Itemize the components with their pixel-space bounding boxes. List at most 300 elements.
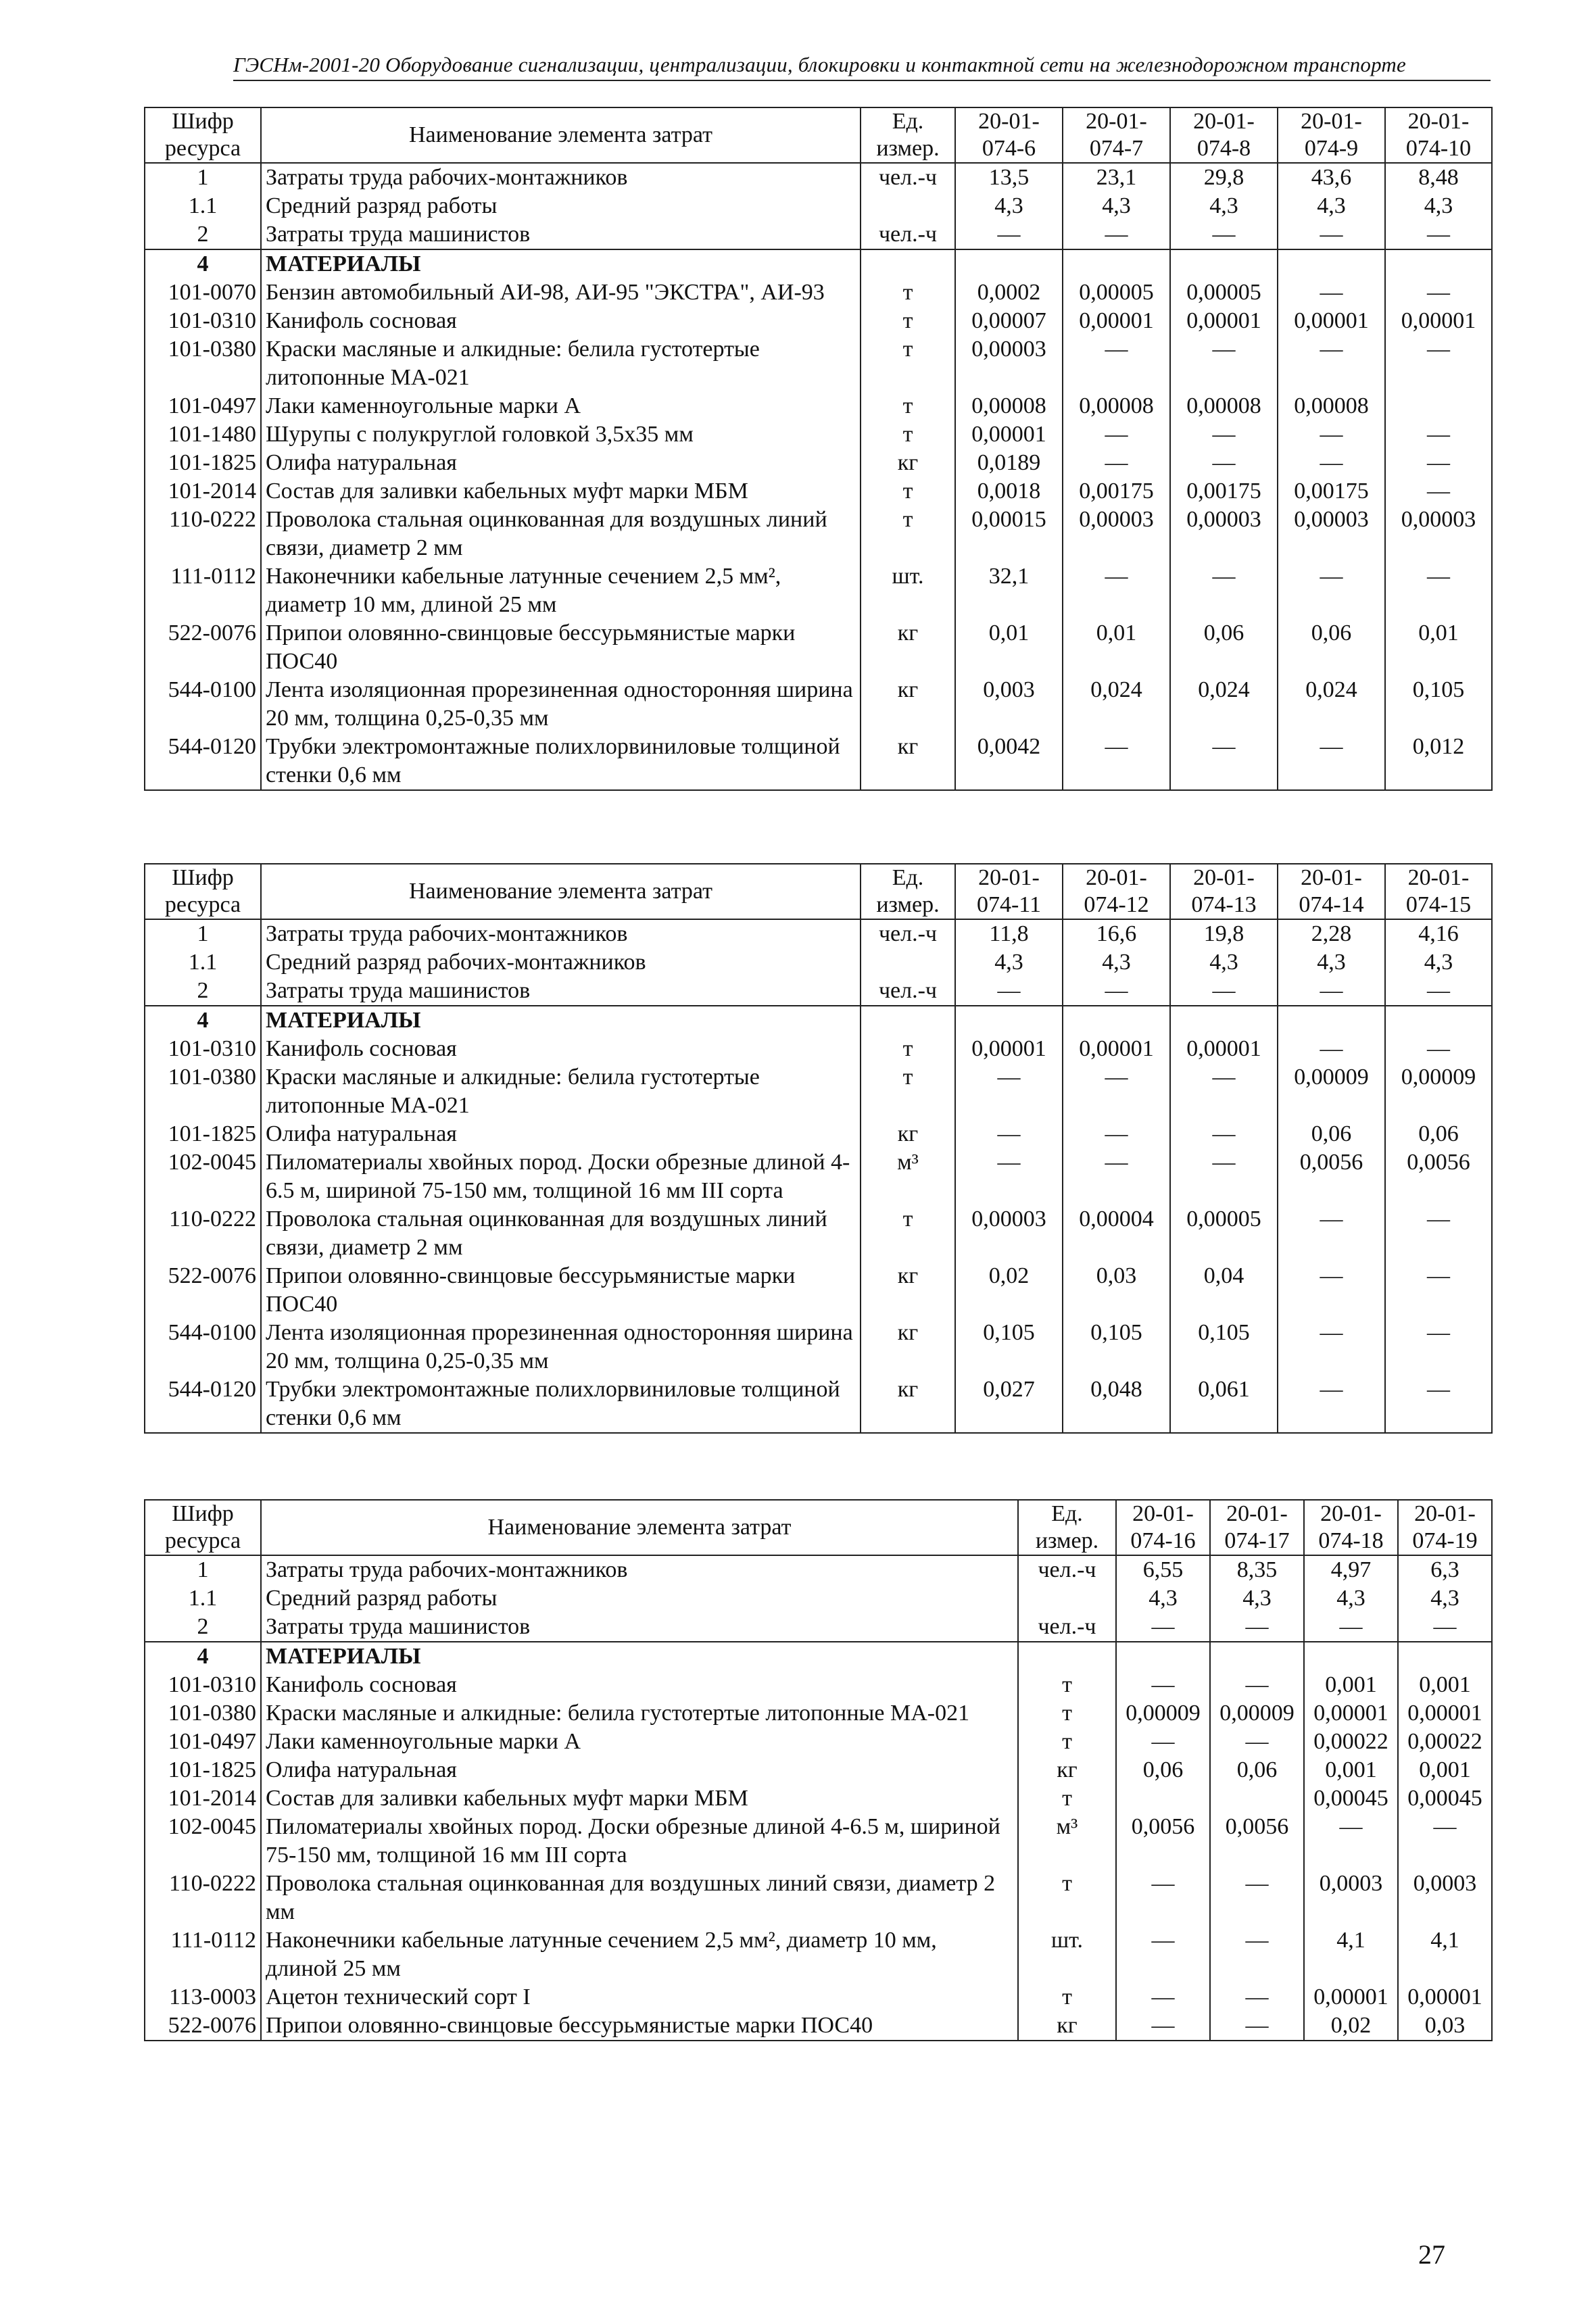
resource-name: Краски масляные и алкидные: белила густотертые литопонные МА-021 bbox=[261, 1063, 861, 1120]
resource-code: 4 bbox=[145, 249, 261, 278]
norm-value: — bbox=[1278, 220, 1385, 249]
norm-value: — bbox=[1210, 1728, 1304, 1756]
unit-of-measure: м³ bbox=[1018, 1813, 1116, 1870]
resource-code: 522-0076 bbox=[145, 1262, 261, 1319]
norm-value: 4,97 bbox=[1304, 1555, 1398, 1584]
resource-name: Проволока стальная оцинкованная для воздушных линий связи, диаметр 2 мм bbox=[261, 506, 861, 562]
norm-value: 0,06 bbox=[1210, 1756, 1304, 1784]
unit-of-measure: т bbox=[861, 307, 955, 335]
unit-of-measure: т bbox=[861, 420, 955, 449]
norm-value: — bbox=[1063, 1148, 1170, 1205]
resource-code: 101-0380 bbox=[145, 335, 261, 392]
resource-code: 101-1480 bbox=[145, 420, 261, 449]
unit-of-measure: кг bbox=[861, 449, 955, 477]
norm-value: 0,00001 bbox=[1063, 1035, 1170, 1063]
norm-value: 0,00008 bbox=[1170, 392, 1278, 420]
norm-value: 0,001 bbox=[1304, 1671, 1398, 1699]
resource-name: Проволока стальная оцинкованная для воздушных линий связи, диаметр 2 мм bbox=[261, 1205, 861, 1262]
resource-code: 101-1825 bbox=[145, 1756, 261, 1784]
norm-value: 0,027 bbox=[955, 1375, 1063, 1433]
unit-of-measure: кг bbox=[1018, 1756, 1116, 1784]
table-row bbox=[145, 392, 1492, 420]
norm-table-074-11-15 bbox=[144, 863, 1493, 1434]
unit-of-measure: кг bbox=[861, 676, 955, 733]
norm-value: — bbox=[1385, 1319, 1492, 1375]
resource-code: 1.1 bbox=[145, 948, 261, 977]
unit-of-measure: шт. bbox=[861, 562, 955, 619]
table-row bbox=[145, 249, 1492, 278]
resource-name: Проволока стальная оцинкованная для воздушных линий связи, диаметр 2 мм bbox=[261, 1870, 1018, 1926]
unit-of-measure: кг bbox=[861, 619, 955, 676]
norm-value: — bbox=[1385, 335, 1492, 392]
norm-value: 0,00001 bbox=[1170, 307, 1278, 335]
norm-value: — bbox=[1385, 420, 1492, 449]
resource-code: 110-0222 bbox=[145, 1870, 261, 1926]
norm-value: — bbox=[1278, 335, 1385, 392]
table-body bbox=[145, 163, 1492, 790]
resource-code: 101-0310 bbox=[145, 1671, 261, 1699]
resource-code: 4 bbox=[145, 1642, 261, 1671]
resource-name: Канифоль сосновая bbox=[261, 1035, 861, 1063]
norm-value: — bbox=[1063, 1063, 1170, 1120]
norm-value: 0,03 bbox=[1063, 1262, 1170, 1319]
col-header-norm: 20-01-074-19 bbox=[1398, 1500, 1492, 1555]
norm-value: 0,0056 bbox=[1116, 1813, 1210, 1870]
page-number: 27 bbox=[1418, 2239, 1445, 2270]
resource-name: Наконечники кабельные латунные сечением 2,5 мм², диаметр 10 мм, длиной 25 мм bbox=[261, 562, 861, 619]
resource-code: 111-0112 bbox=[145, 562, 261, 619]
table-row bbox=[145, 1205, 1492, 1262]
unit-of-measure: т bbox=[1018, 1671, 1116, 1699]
norm-value bbox=[1063, 1006, 1170, 1035]
resource-code: 544-0100 bbox=[145, 1319, 261, 1375]
table-row bbox=[145, 278, 1492, 307]
norm-table-074-16-19 bbox=[144, 1499, 1493, 2041]
norm-value: 0,00045 bbox=[1304, 1784, 1398, 1813]
table-row bbox=[145, 1063, 1492, 1120]
table-header-row bbox=[145, 1500, 1492, 1555]
norm-value: 0,00008 bbox=[1063, 392, 1170, 420]
unit-of-measure: т bbox=[861, 506, 955, 562]
norm-value: 0,01 bbox=[1063, 619, 1170, 676]
norm-value: 4,1 bbox=[1304, 1926, 1398, 1983]
resource-code: 101-0070 bbox=[145, 278, 261, 307]
norm-value: 0,003 bbox=[955, 676, 1063, 733]
resource-code: 2 bbox=[145, 977, 261, 1006]
norm-value: 0,0003 bbox=[1304, 1870, 1398, 1926]
norm-value: 0,03 bbox=[1398, 2012, 1492, 2041]
resource-code: 101-0497 bbox=[145, 392, 261, 420]
norm-value: 0,00009 bbox=[1116, 1699, 1210, 1728]
running-header: ГЭСНм-2001-20 Оборудование сигнализации, централизации, блокировки и контактной сети на железнодорожном транспорте bbox=[233, 53, 1491, 81]
norm-value: 0,0056 bbox=[1278, 1148, 1385, 1205]
norm-value: — bbox=[1278, 449, 1385, 477]
unit-of-measure: чел.-ч bbox=[861, 919, 955, 948]
norm-value: 4,3 bbox=[1304, 1584, 1398, 1613]
norm-value: — bbox=[1063, 1120, 1170, 1148]
norm-value: 4,3 bbox=[1210, 1584, 1304, 1613]
norm-value: 0,00003 bbox=[1278, 506, 1385, 562]
col-header-norm: 20-01-074-7 bbox=[1063, 107, 1170, 163]
unit-of-measure: кг bbox=[861, 1319, 955, 1375]
unit-of-measure: т bbox=[861, 1205, 955, 1262]
norm-value: 0,0003 bbox=[1398, 1870, 1492, 1926]
unit-of-measure: кг bbox=[861, 1120, 955, 1148]
norm-value: 0,00007 bbox=[955, 307, 1063, 335]
norm-table-074-6-10 bbox=[144, 107, 1493, 791]
table-row bbox=[145, 1375, 1492, 1433]
norm-value: — bbox=[1116, 2012, 1210, 2041]
norm-value: — bbox=[1385, 562, 1492, 619]
norm-value: — bbox=[1170, 733, 1278, 790]
norm-value: 0,04 bbox=[1170, 1262, 1278, 1319]
norm-value: 0,0042 bbox=[955, 733, 1063, 790]
norm-value: — bbox=[1210, 1613, 1304, 1642]
resource-name: Средний разряд рабочих-монтажников bbox=[261, 948, 861, 977]
norm-value: 0,00003 bbox=[1170, 506, 1278, 562]
unit-of-measure: т bbox=[861, 1063, 955, 1120]
norm-value: — bbox=[1063, 335, 1170, 392]
resource-name: Состав для заливки кабельных муфт марки МБМ bbox=[261, 477, 861, 506]
unit-of-measure: чел.-ч bbox=[861, 977, 955, 1006]
col-header-norm: 20-01-074-17 bbox=[1210, 1500, 1304, 1555]
norm-value: — bbox=[1385, 278, 1492, 307]
table-row bbox=[145, 1262, 1492, 1319]
norm-value: — bbox=[1385, 1205, 1492, 1262]
norm-value: 0,0056 bbox=[1385, 1148, 1492, 1205]
table-row bbox=[145, 1983, 1492, 2012]
norm-value: 2,28 bbox=[1278, 919, 1385, 948]
norm-value: — bbox=[955, 220, 1063, 249]
unit-of-measure: кг bbox=[861, 1375, 955, 1433]
norm-value: 0,00001 bbox=[1304, 1983, 1398, 2012]
norm-value: 0,0189 bbox=[955, 449, 1063, 477]
resource-name: Краски масляные и алкидные: белила густотертые литопонные МА-021 bbox=[261, 1699, 1018, 1728]
unit-of-measure: т bbox=[861, 392, 955, 420]
norm-value: 0,0018 bbox=[955, 477, 1063, 506]
col-header-norm: 20-01-074-10 bbox=[1385, 107, 1492, 163]
resource-name: Затраты труда рабочих-монтажников bbox=[261, 1555, 1018, 1584]
norm-value bbox=[1398, 1642, 1492, 1671]
norm-value bbox=[1385, 249, 1492, 278]
table-row bbox=[145, 977, 1492, 1006]
table-row bbox=[145, 335, 1492, 392]
resource-code: 101-0380 bbox=[145, 1699, 261, 1728]
norm-value: 0,00003 bbox=[955, 1205, 1063, 1262]
norm-value: — bbox=[1210, 1671, 1304, 1699]
col-header-norm: 20-01-074-18 bbox=[1304, 1500, 1398, 1555]
norm-value bbox=[1170, 249, 1278, 278]
norm-value: — bbox=[1385, 1035, 1492, 1063]
norm-value: — bbox=[955, 1148, 1063, 1205]
norm-value bbox=[1210, 1642, 1304, 1671]
norm-value: 0,024 bbox=[1063, 676, 1170, 733]
norm-value bbox=[1304, 1642, 1398, 1671]
table-row bbox=[145, 449, 1492, 477]
norm-value: 0,00008 bbox=[1278, 392, 1385, 420]
norm-value: 4,3 bbox=[955, 192, 1063, 220]
table-row bbox=[145, 1613, 1492, 1642]
unit-of-measure: чел.-ч bbox=[861, 163, 955, 192]
norm-value: 0,00005 bbox=[1170, 278, 1278, 307]
resource-name: МАТЕРИАЛЫ bbox=[261, 1642, 1018, 1671]
norm-value: — bbox=[1210, 1926, 1304, 1983]
table-row bbox=[145, 1784, 1492, 1813]
norm-value: 0,105 bbox=[955, 1319, 1063, 1375]
resource-name: Состав для заливки кабельных муфт марки МБМ bbox=[261, 1784, 1018, 1813]
resource-name: Олифа натуральная bbox=[261, 1756, 1018, 1784]
resource-name: Трубки электромонтажные полихлорвиниловые толщиной стенки 0,6 мм bbox=[261, 1375, 861, 1433]
resource-code: 101-2014 bbox=[145, 1784, 261, 1813]
norm-value: — bbox=[1063, 220, 1170, 249]
norm-value: — bbox=[1278, 278, 1385, 307]
col-header-unit: Ед. измер. bbox=[861, 107, 955, 163]
norm-value: 0,02 bbox=[1304, 2012, 1398, 2041]
norm-value: 0,0056 bbox=[1210, 1813, 1304, 1870]
norm-value: 6,55 bbox=[1116, 1555, 1210, 1584]
norm-value: — bbox=[1304, 1813, 1398, 1870]
table-row bbox=[145, 477, 1492, 506]
table-row bbox=[145, 1671, 1492, 1699]
resource-code: 522-0076 bbox=[145, 2012, 261, 2041]
col-header-unit: Ед. измер. bbox=[1018, 1500, 1116, 1555]
norm-value bbox=[1385, 1006, 1492, 1035]
norm-value bbox=[1063, 249, 1170, 278]
norm-value: 0,00001 bbox=[955, 420, 1063, 449]
norm-value: 0,105 bbox=[1170, 1319, 1278, 1375]
table-body bbox=[145, 919, 1492, 1433]
norm-value: 4,3 bbox=[1278, 948, 1385, 977]
col-header-norm: 20-01-074-12 bbox=[1063, 864, 1170, 919]
resource-name: Средний разряд работы bbox=[261, 192, 861, 220]
unit-of-measure bbox=[1018, 1642, 1116, 1671]
unit-of-measure bbox=[861, 948, 955, 977]
col-header-norm: 20-01-074-13 bbox=[1170, 864, 1278, 919]
col-header-code: Шифр ресурса bbox=[145, 107, 261, 163]
resource-code: 2 bbox=[145, 220, 261, 249]
unit-of-measure: т bbox=[861, 1035, 955, 1063]
resource-code: 1.1 bbox=[145, 1584, 261, 1613]
resource-code: 4 bbox=[145, 1006, 261, 1035]
norm-value: — bbox=[1385, 1375, 1492, 1433]
norm-value: — bbox=[1116, 1983, 1210, 2012]
norm-value: 13,5 bbox=[955, 163, 1063, 192]
table-header-row bbox=[145, 107, 1492, 163]
unit-of-measure: чел.-ч bbox=[861, 220, 955, 249]
norm-value: 4,3 bbox=[1116, 1584, 1210, 1613]
table-row bbox=[145, 1555, 1492, 1584]
norm-value: 0,06 bbox=[1385, 1120, 1492, 1148]
table-row bbox=[145, 1148, 1492, 1205]
resource-code: 102-0045 bbox=[145, 1813, 261, 1870]
resource-name: Лаки каменноугольные марки А bbox=[261, 392, 861, 420]
col-header-norm: 20-01-074-15 bbox=[1385, 864, 1492, 919]
resource-name: Затраты труда рабочих-монтажников bbox=[261, 919, 861, 948]
norm-value: 32,1 bbox=[955, 562, 1063, 619]
norm-value: 0,048 bbox=[1063, 1375, 1170, 1433]
norm-value: 0,06 bbox=[1278, 619, 1385, 676]
norm-value: 4,3 bbox=[955, 948, 1063, 977]
norm-value: 29,8 bbox=[1170, 163, 1278, 192]
unit-of-measure: чел.-ч bbox=[1018, 1613, 1116, 1642]
unit-of-measure: кг bbox=[861, 1262, 955, 1319]
table-row bbox=[145, 1756, 1492, 1784]
norm-value: 0,00175 bbox=[1170, 477, 1278, 506]
norm-value: — bbox=[1385, 449, 1492, 477]
norm-value: 4,3 bbox=[1398, 1584, 1492, 1613]
norm-value: 0,0002 bbox=[955, 278, 1063, 307]
norm-value bbox=[1210, 1784, 1304, 1813]
norm-value: 11,8 bbox=[955, 919, 1063, 948]
norm-value: — bbox=[1278, 420, 1385, 449]
unit-of-measure bbox=[1018, 1584, 1116, 1613]
norm-value: — bbox=[1116, 1728, 1210, 1756]
resource-code: 101-0310 bbox=[145, 1035, 261, 1063]
norm-value bbox=[1278, 249, 1385, 278]
norm-value: 4,3 bbox=[1170, 192, 1278, 220]
resource-code: 102-0045 bbox=[145, 1148, 261, 1205]
resource-name: Шурупы с полукруглой головкой 3,5х35 мм bbox=[261, 420, 861, 449]
resource-code: 544-0100 bbox=[145, 676, 261, 733]
col-header-name: Наименование элемента затрат bbox=[261, 1500, 1018, 1555]
norm-value: 4,3 bbox=[1385, 192, 1492, 220]
resource-code: 110-0222 bbox=[145, 506, 261, 562]
norm-value: 0,00175 bbox=[1063, 477, 1170, 506]
norm-value: 0,105 bbox=[1385, 676, 1492, 733]
resource-name: Припои оловянно-свинцовые бессурьмянистые марки ПОС40 bbox=[261, 1262, 861, 1319]
norm-value: — bbox=[1170, 1148, 1278, 1205]
norm-value: 0,06 bbox=[1278, 1120, 1385, 1148]
resource-code: 110-0222 bbox=[145, 1205, 261, 1262]
table-row bbox=[145, 676, 1492, 733]
norm-value: 4,1 bbox=[1398, 1926, 1492, 1983]
norm-value: — bbox=[1063, 562, 1170, 619]
unit-of-measure: т bbox=[1018, 1983, 1116, 2012]
norm-value: 0,02 bbox=[955, 1262, 1063, 1319]
norm-value: 0,00003 bbox=[1385, 506, 1492, 562]
resource-name: Припои оловянно-свинцовые бессурьмянистые марки ПОС40 bbox=[261, 2012, 1018, 2041]
unit-of-measure: т bbox=[861, 477, 955, 506]
norm-value: 0,00022 bbox=[1304, 1728, 1398, 1756]
norm-value: 0,00004 bbox=[1063, 1205, 1170, 1262]
norm-value: 0,00009 bbox=[1210, 1699, 1304, 1728]
resource-name: Бензин автомобильный АИ-98, АИ-95 "ЭКСТРА", АИ-93 bbox=[261, 278, 861, 307]
norm-value: 0,00001 bbox=[1398, 1699, 1492, 1728]
norm-value: 0,00001 bbox=[955, 1035, 1063, 1063]
norm-value: — bbox=[1063, 420, 1170, 449]
table-row bbox=[145, 307, 1492, 335]
norm-value: 4,3 bbox=[1278, 192, 1385, 220]
resource-code: 101-1825 bbox=[145, 449, 261, 477]
norm-value: 19,8 bbox=[1170, 919, 1278, 948]
norm-value: — bbox=[1385, 1262, 1492, 1319]
norm-value: 43,6 bbox=[1278, 163, 1385, 192]
unit-of-measure: т bbox=[1018, 1728, 1116, 1756]
norm-value: 4,16 bbox=[1385, 919, 1492, 948]
norm-value: 0,001 bbox=[1398, 1671, 1492, 1699]
table-row bbox=[145, 919, 1492, 948]
table-row bbox=[145, 562, 1492, 619]
norm-value: — bbox=[1278, 733, 1385, 790]
table-row bbox=[145, 1699, 1492, 1728]
unit-of-measure: т bbox=[861, 335, 955, 392]
unit-of-measure: м³ bbox=[861, 1148, 955, 1205]
norm-value: — bbox=[1116, 1671, 1210, 1699]
norm-value: — bbox=[1385, 477, 1492, 506]
norm-value: 16,6 bbox=[1063, 919, 1170, 948]
table-row bbox=[145, 619, 1492, 676]
col-header-norm: 20-01-074-16 bbox=[1116, 1500, 1210, 1555]
norm-value: — bbox=[1398, 1813, 1492, 1870]
resource-name: Ацетон технический сорт I bbox=[261, 1983, 1018, 2012]
table-row bbox=[145, 192, 1492, 220]
norm-value: 0,00003 bbox=[955, 335, 1063, 392]
norm-value: 0,00005 bbox=[1170, 1205, 1278, 1262]
table-row bbox=[145, 1926, 1492, 1983]
resource-name: Лента изоляционная прорезиненная односторонняя ширина 20 мм, толщина 0,25-0,35 мм bbox=[261, 1319, 861, 1375]
col-header-norm: 20-01-074-11 bbox=[955, 864, 1063, 919]
norm-value: 0,00015 bbox=[955, 506, 1063, 562]
norm-value: — bbox=[1210, 2012, 1304, 2041]
norm-value: — bbox=[1278, 1375, 1385, 1433]
resource-code: 522-0076 bbox=[145, 619, 261, 676]
norm-value: — bbox=[1278, 562, 1385, 619]
norm-value bbox=[955, 249, 1063, 278]
resource-code: 1 bbox=[145, 919, 261, 948]
table-row bbox=[145, 1584, 1492, 1613]
norm-value: 0,105 bbox=[1063, 1319, 1170, 1375]
norm-value bbox=[1278, 1006, 1385, 1035]
norm-value: 8,48 bbox=[1385, 163, 1492, 192]
col-header-code: Шифр ресурса bbox=[145, 1500, 261, 1555]
resource-name: Затраты труда машинистов bbox=[261, 977, 861, 1006]
table-row bbox=[145, 1813, 1492, 1870]
norm-value: — bbox=[1170, 335, 1278, 392]
norm-value: — bbox=[1210, 1870, 1304, 1926]
col-header-unit: Ед. измер. bbox=[861, 864, 955, 919]
norm-value: — bbox=[1116, 1926, 1210, 1983]
col-header-code: Шифр ресурса bbox=[145, 864, 261, 919]
norm-value: 0,00005 bbox=[1063, 278, 1170, 307]
table-row bbox=[145, 163, 1492, 192]
resource-name: Затраты труда машинистов bbox=[261, 1613, 1018, 1642]
resource-code: 101-0497 bbox=[145, 1728, 261, 1756]
norm-value bbox=[955, 1006, 1063, 1035]
col-header-norm: 20-01-074-8 bbox=[1170, 107, 1278, 163]
table-row bbox=[145, 2012, 1492, 2041]
table-row bbox=[145, 1120, 1492, 1148]
norm-value: 0,00001 bbox=[1278, 307, 1385, 335]
resource-name: Наконечники кабельные латунные сечением 2,5 мм², диаметр 10 мм, длиной 25 мм bbox=[261, 1926, 1018, 1983]
col-header-norm: 20-01-074-14 bbox=[1278, 864, 1385, 919]
table-row bbox=[145, 1035, 1492, 1063]
resource-code: 544-0120 bbox=[145, 733, 261, 790]
norm-value: 0,00045 bbox=[1398, 1784, 1492, 1813]
norm-value: 4,3 bbox=[1063, 948, 1170, 977]
norm-value: 0,012 bbox=[1385, 733, 1492, 790]
unit-of-measure: шт. bbox=[1018, 1926, 1116, 1983]
resource-code: 1 bbox=[145, 1555, 261, 1584]
resource-name: Трубки электромонтажные полихлорвиниловые толщиной стенки 0,6 мм bbox=[261, 733, 861, 790]
norm-value: — bbox=[1278, 1262, 1385, 1319]
resource-name: Затраты труда машинистов bbox=[261, 220, 861, 249]
norm-value: 0,024 bbox=[1170, 676, 1278, 733]
resource-code: 1.1 bbox=[145, 192, 261, 220]
col-header-name: Наименование элемента затрат bbox=[261, 864, 861, 919]
norm-value: 0,00001 bbox=[1385, 307, 1492, 335]
norm-value: — bbox=[1278, 1319, 1385, 1375]
resource-name: Средний разряд работы bbox=[261, 1584, 1018, 1613]
